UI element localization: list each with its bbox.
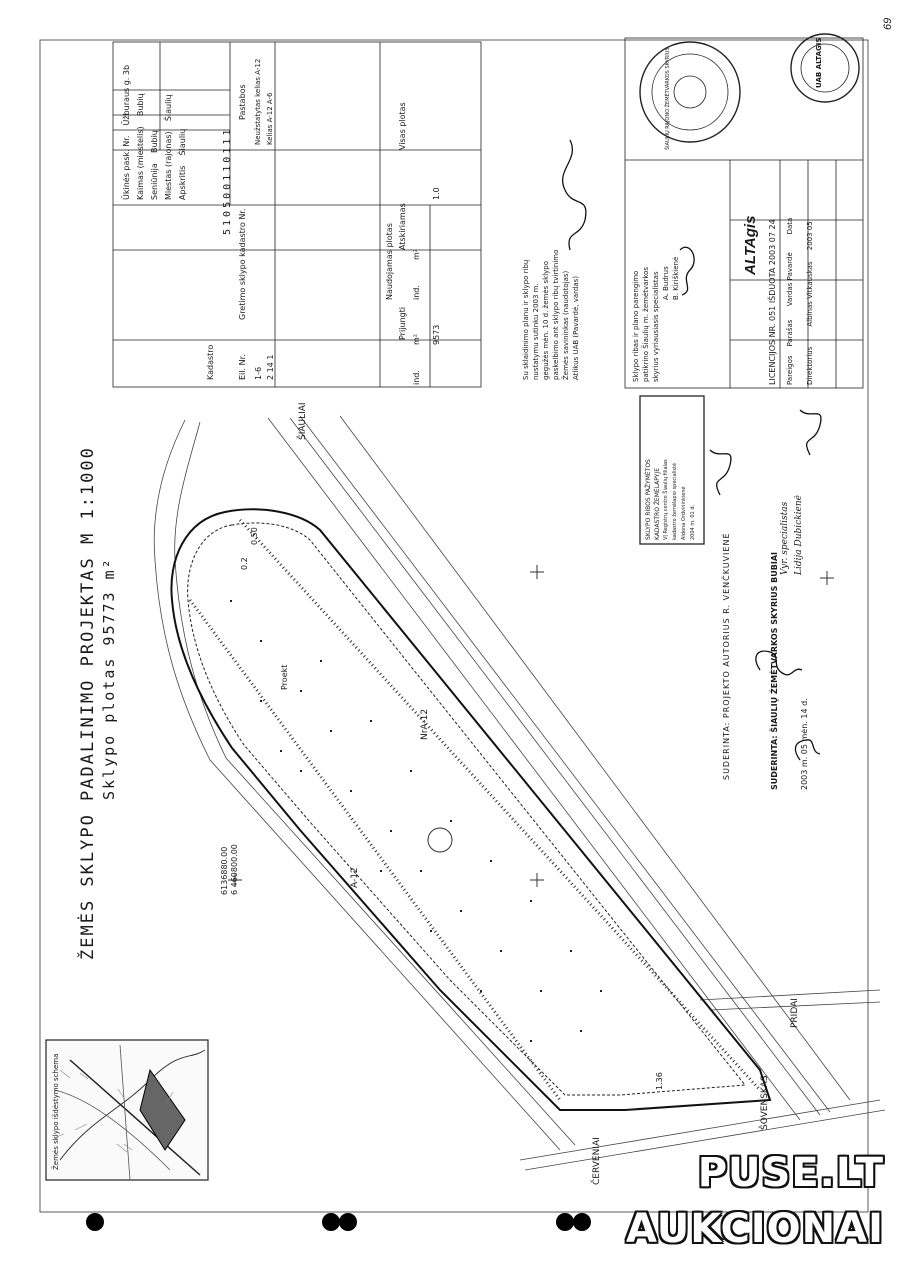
certificate-line-0: Su sklaidinimo planu ir sklypo ribų [522,259,530,380]
agreed-department: SUDERINTA: ŠIAULIŲ ŽEMĖTVARKOS SKYRIUS BUBIAI [770,552,779,790]
land-plot-boundary [171,509,770,1110]
neighbour-0: 1-6 [254,366,263,380]
map-title: ŽEMĖS SKLYPO PADALINIMO PROJEKTAS M 1:1000 [78,446,98,960]
company-stamp [791,34,859,102]
route-label: A-12 [350,867,360,888]
altagis-logo: ALTAgis [742,215,759,275]
certificate-line-4: Žemės savininkas (naudotojas) [562,270,570,380]
company-stamp-text: UAB ALTAGIS [815,37,823,88]
note-0: Neužstatytas kelias A-12 [254,58,262,145]
punch-hole [573,1213,591,1231]
info-row-4: Apskritis Šiaulių [178,128,187,200]
approval-line-1: patikrino Šiaulių m. žemėtvarkos [642,266,650,382]
cadastre-header: Kadastro [206,344,215,380]
plot-area: Sklypo plotas 95773 m² [100,557,118,800]
land-use-val-0: 9573 [432,324,441,345]
punch-hole [86,1213,104,1231]
personnel-row: Direktorius Albinas Vitkauskas 2003 05 [806,221,814,385]
land-use-col-0: ind. [412,370,421,385]
land-use-sub-2: Visas plotas [398,102,407,150]
personnel-header: Pareigos Parašas Vardas Pavardė Data [786,217,794,385]
land-use-col-2: ind. [412,285,421,300]
certificate-line-5: Atlikus UAB (Pavardė, vardas) [572,276,580,380]
approval-line-3: A. Budrus [662,266,670,300]
info-row-0: Ūkinės pask. Nr. Ūžburaus g. 3b [122,64,131,200]
page-number: 69 [882,17,894,30]
field-label-proekt: Proekt [280,664,289,690]
watermark-aukcionai: AUKCIONAI [626,1206,884,1252]
handwritten-note-0: Vyr. specialistas [780,501,790,575]
land-use-val-1: 1.0 [432,187,441,200]
info-row-1: Kaimas (miestelis) Bubių [136,93,145,200]
note-1: Kelias A-12 A-6 [266,92,274,145]
rect-stamp-line-2: VĮ Registrų centro Šiaulių filialas [663,459,669,540]
rect-stamp-line-5: 2004 m. 01 d. [690,504,696,540]
approval-line-2: skyrius vyriausiasis specialistas [652,271,660,382]
approval-line-4: B. Kiriškienė [672,256,680,300]
certificate-line-1: nustatymu sutinku 2003 m. [532,283,540,380]
info-row-3: Miestas (rajonas) Šiaulių [164,94,173,200]
watermark-puse: PUSE.LT [697,1150,884,1196]
approval-line-0: Sklypo ribas ir plano parengimo [632,270,640,382]
coordinate-east: 6 460800.00 [230,844,239,895]
round-stamp-text: ŠIAULIŲ RAJONO ŽEMĖTVARKOS SKYRIUS [665,47,671,150]
location-inset-map [46,1040,208,1180]
land-use-col-1: m² [412,334,421,345]
land-use-sub-1: Atskiriamas [398,203,407,250]
coordinate-north: 6136880.00 [220,846,229,895]
rect-stamp-line-0: SKLYPO RIBOS PAŽYMĖTOS [645,459,652,540]
grid-crosses [228,565,834,887]
road-lines [154,416,885,1170]
road-label-siauliai: ŠIAULIAI [298,402,308,440]
field-label-3: 1.36 [655,1072,664,1090]
col-pastabos: Pastabos [238,84,247,120]
land-use-col-3: m² [412,249,421,260]
handwritten-note-1: Lidija Dubickienė [794,495,804,575]
info-row-2: Seniūnija Bubių [150,130,159,200]
punch-hole [339,1213,357,1231]
punch-hole [322,1213,340,1231]
certificate-line-2: gegužės mėn. 10 d. žemės sklypo [542,260,550,380]
rect-stamp-line-3: kadastro žemėlapio specialistė [672,462,678,540]
land-use-sub-0: Prijungti [398,307,407,340]
punch-hole [556,1213,574,1231]
rect-stamp-line-4: Aldona Ordvininkienė [681,486,687,540]
tree-symbol [428,828,452,852]
land-use-header: Naudojamas plotas [385,223,394,300]
road-label-sovenskas: ŠOVENSKAS [760,1075,770,1130]
field-label-2: 0.50 [250,527,259,545]
road-label-cerveniai: ČERVENIAI [592,1137,602,1185]
route-label-2: NrA-12 [420,708,430,740]
agreed-date: 2003 m. 05 mėn. 14 d. [800,698,809,790]
round-stamp [640,42,740,142]
certificate-line-3: paskelbimo ant sklypo ribų tvirtinimo [552,249,560,380]
road-label-pridai: PRIDAI [790,998,800,1028]
rect-stamp-line-1: KADASTRO ŽEMĖLAPYJE [654,468,661,540]
signatures [563,140,821,760]
approval-box [625,38,863,388]
col-gretimo: Gretimo sklypo kadastro Nr. [238,208,247,320]
col-eil-nr: Eil. Nr. [238,354,247,380]
neighbour-1: 2 14 1 [266,354,275,380]
agreed-author: SUDERINTA: PROJEKTO AUTORIUS R. VENČKUVIENĖ [722,532,731,780]
cadastre-number: 510500110111 [222,126,233,235]
field-label-1: 0.2 [240,557,249,570]
inset-title: Žemės sklypo išdėstymo schema [52,1053,60,1170]
licence-text: LICENCIJOS NR. 051 IŠDUOTA 2003 07 24 [768,219,777,385]
